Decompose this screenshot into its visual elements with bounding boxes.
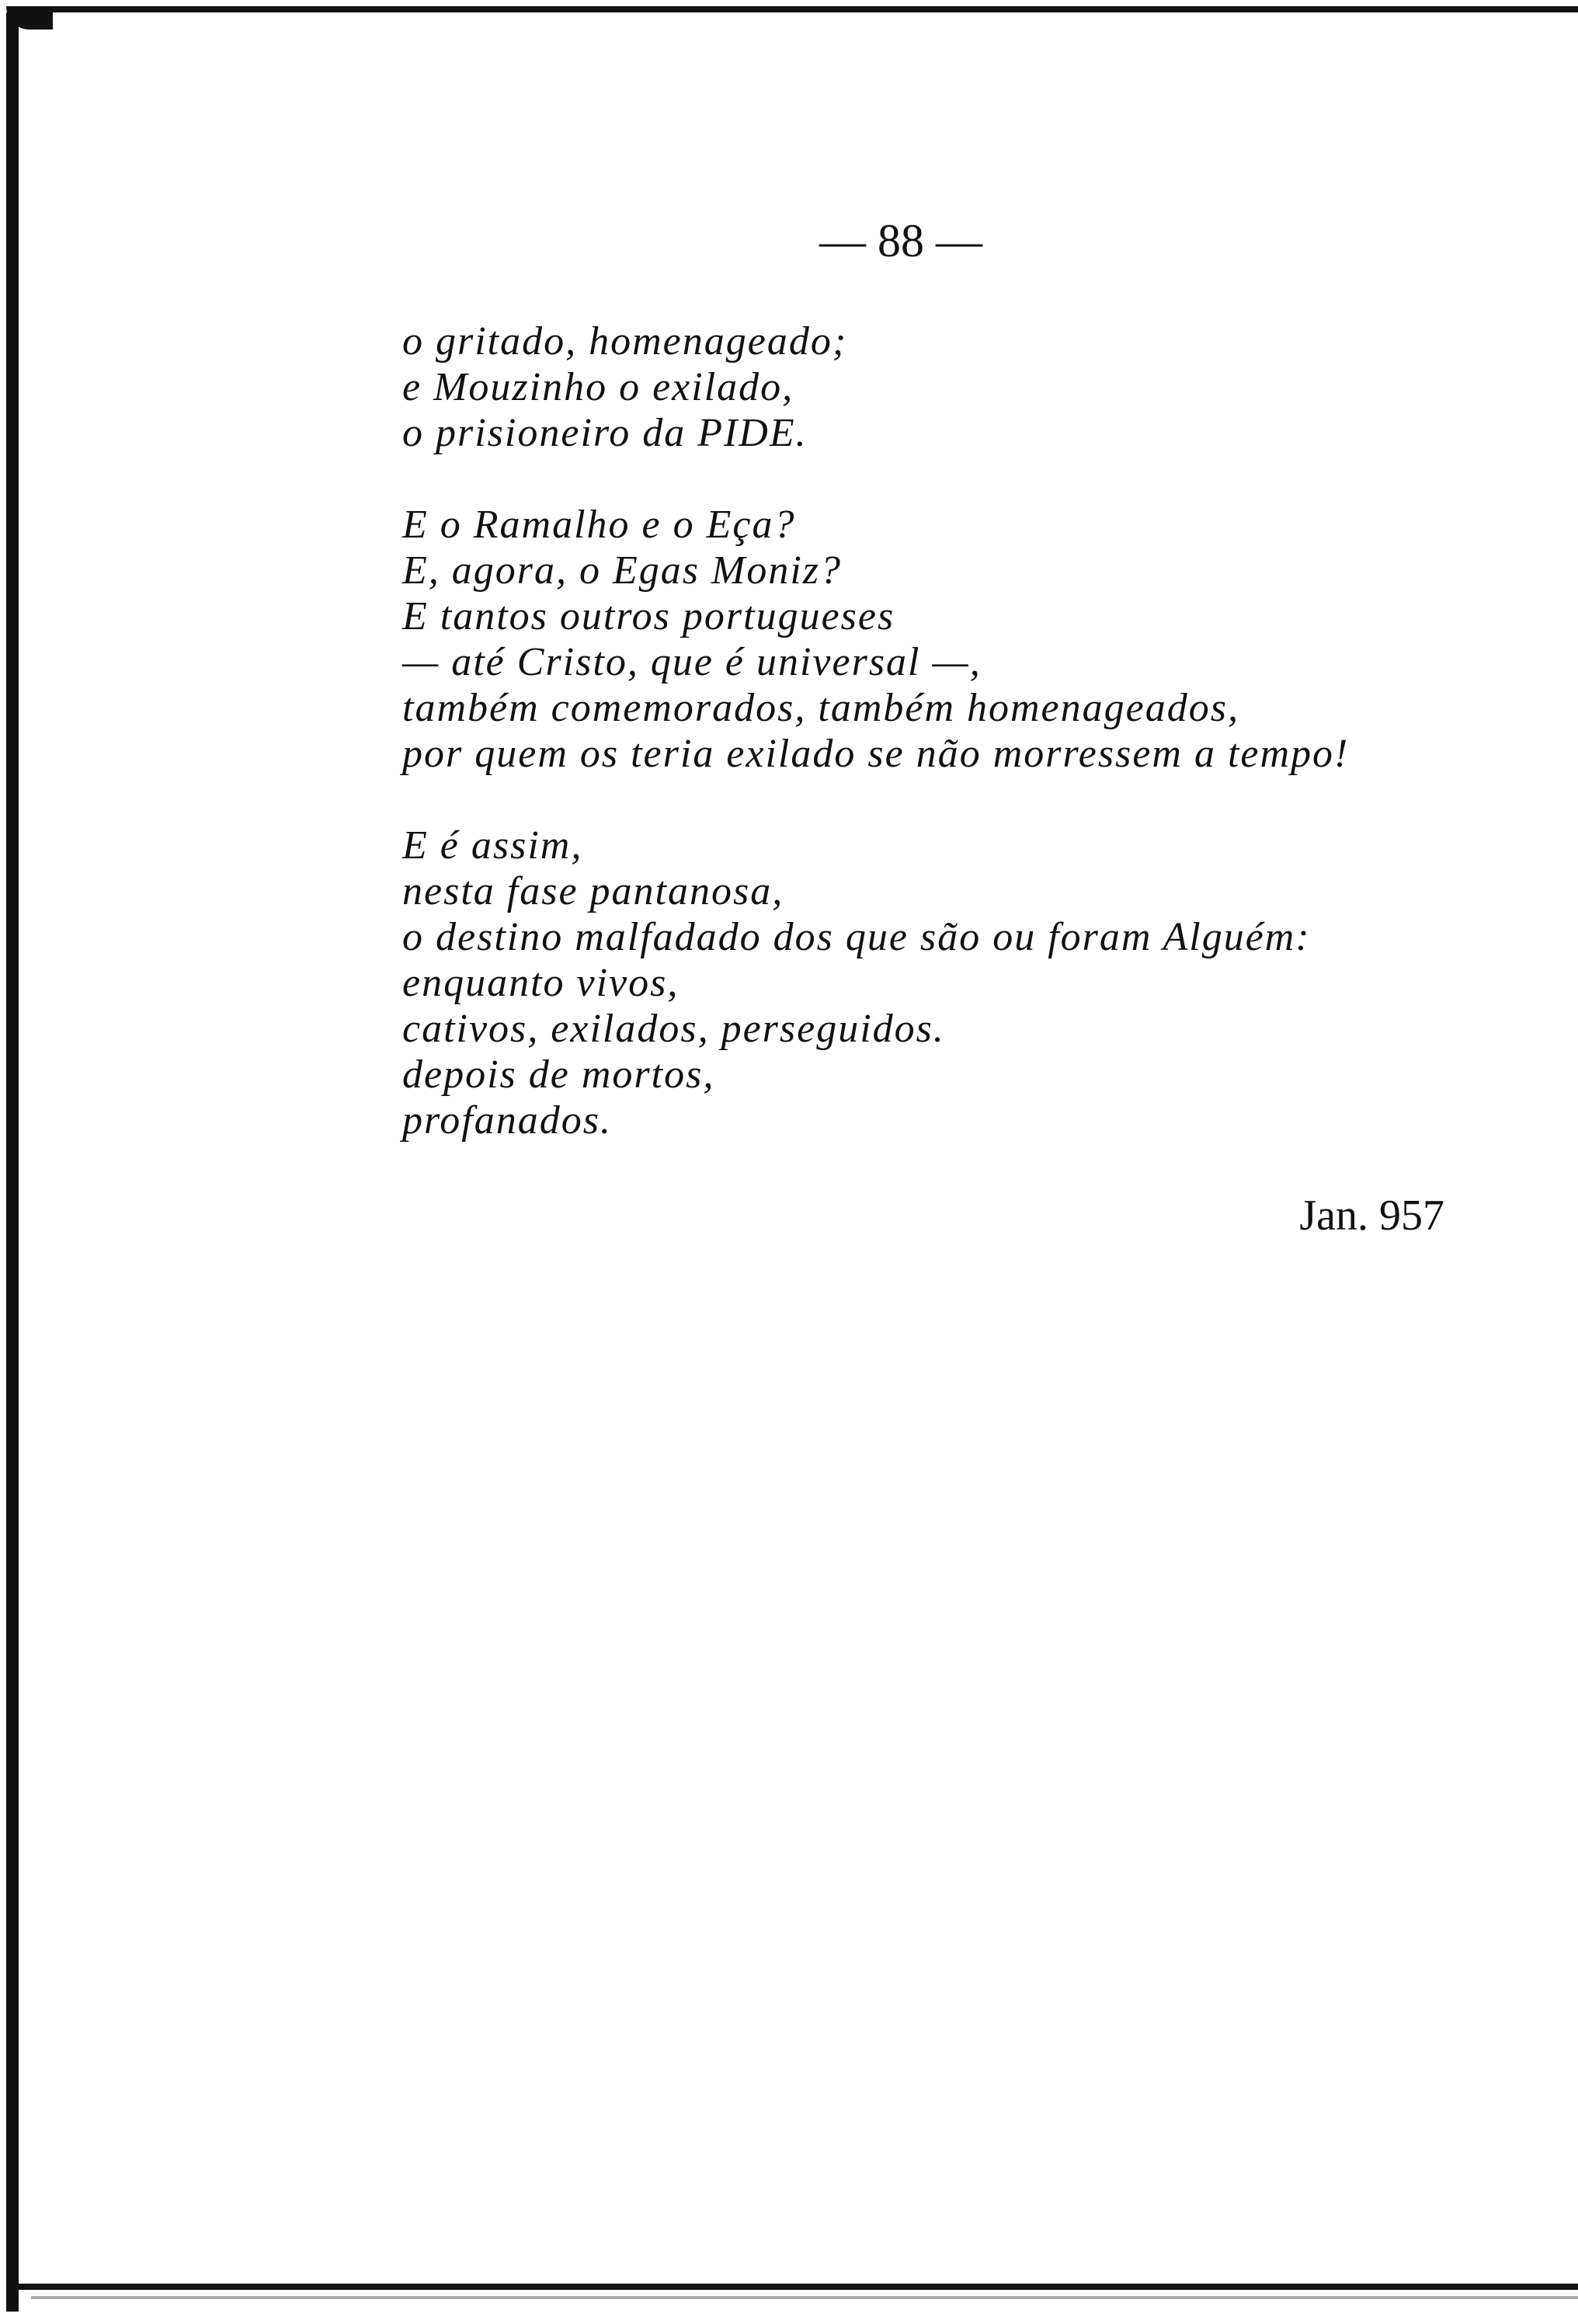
poem-line: E é assim, <box>402 823 583 868</box>
scan-border-bottom <box>19 2284 1578 2290</box>
stanza-1 <box>402 318 1489 456</box>
stanza-3 <box>402 823 1489 1143</box>
poem-line: — até Cristo, que é universal —, <box>402 640 982 684</box>
poem-line: cativos, exilados, perseguidos. <box>402 1007 945 1051</box>
poem-line: depois de mortos, <box>402 1052 715 1097</box>
scan-border-bottom-shadow <box>31 2296 1578 2299</box>
poem-line: nesta fase pantanosa, <box>402 869 784 913</box>
poem-line: E, agora, o Egas Moniz? <box>402 548 842 593</box>
scan-border-left <box>6 12 19 2312</box>
poem-line: por quem os teria exilado se não morressem a tempo! <box>402 732 1350 776</box>
poem-line: E tantos outros portugueses <box>402 594 895 638</box>
poem-line: profanados. <box>402 1098 612 1143</box>
poem-line: enquanto vivos, <box>402 961 680 1005</box>
stanza-2 <box>402 502 1489 777</box>
poem-line: o prisioneiro da PIDE. <box>402 411 808 455</box>
poem-date: Jan. 957 <box>1299 1192 1444 1240</box>
poem-line: o destino malfadado dos que são ou foram Alguém: <box>402 915 1311 959</box>
poem-line: também comemorados, também homenageados, <box>402 686 1239 730</box>
poem-line: o gritado, homenageado; <box>402 319 848 364</box>
poem-line: e Mouzinho o exilado, <box>402 365 794 409</box>
scan-border-top <box>23 6 1578 12</box>
poem-body <box>402 318 1489 1143</box>
page-number: — 88 — <box>819 215 982 266</box>
poem-line: E o Ramalho e o Eça? <box>402 503 796 547</box>
